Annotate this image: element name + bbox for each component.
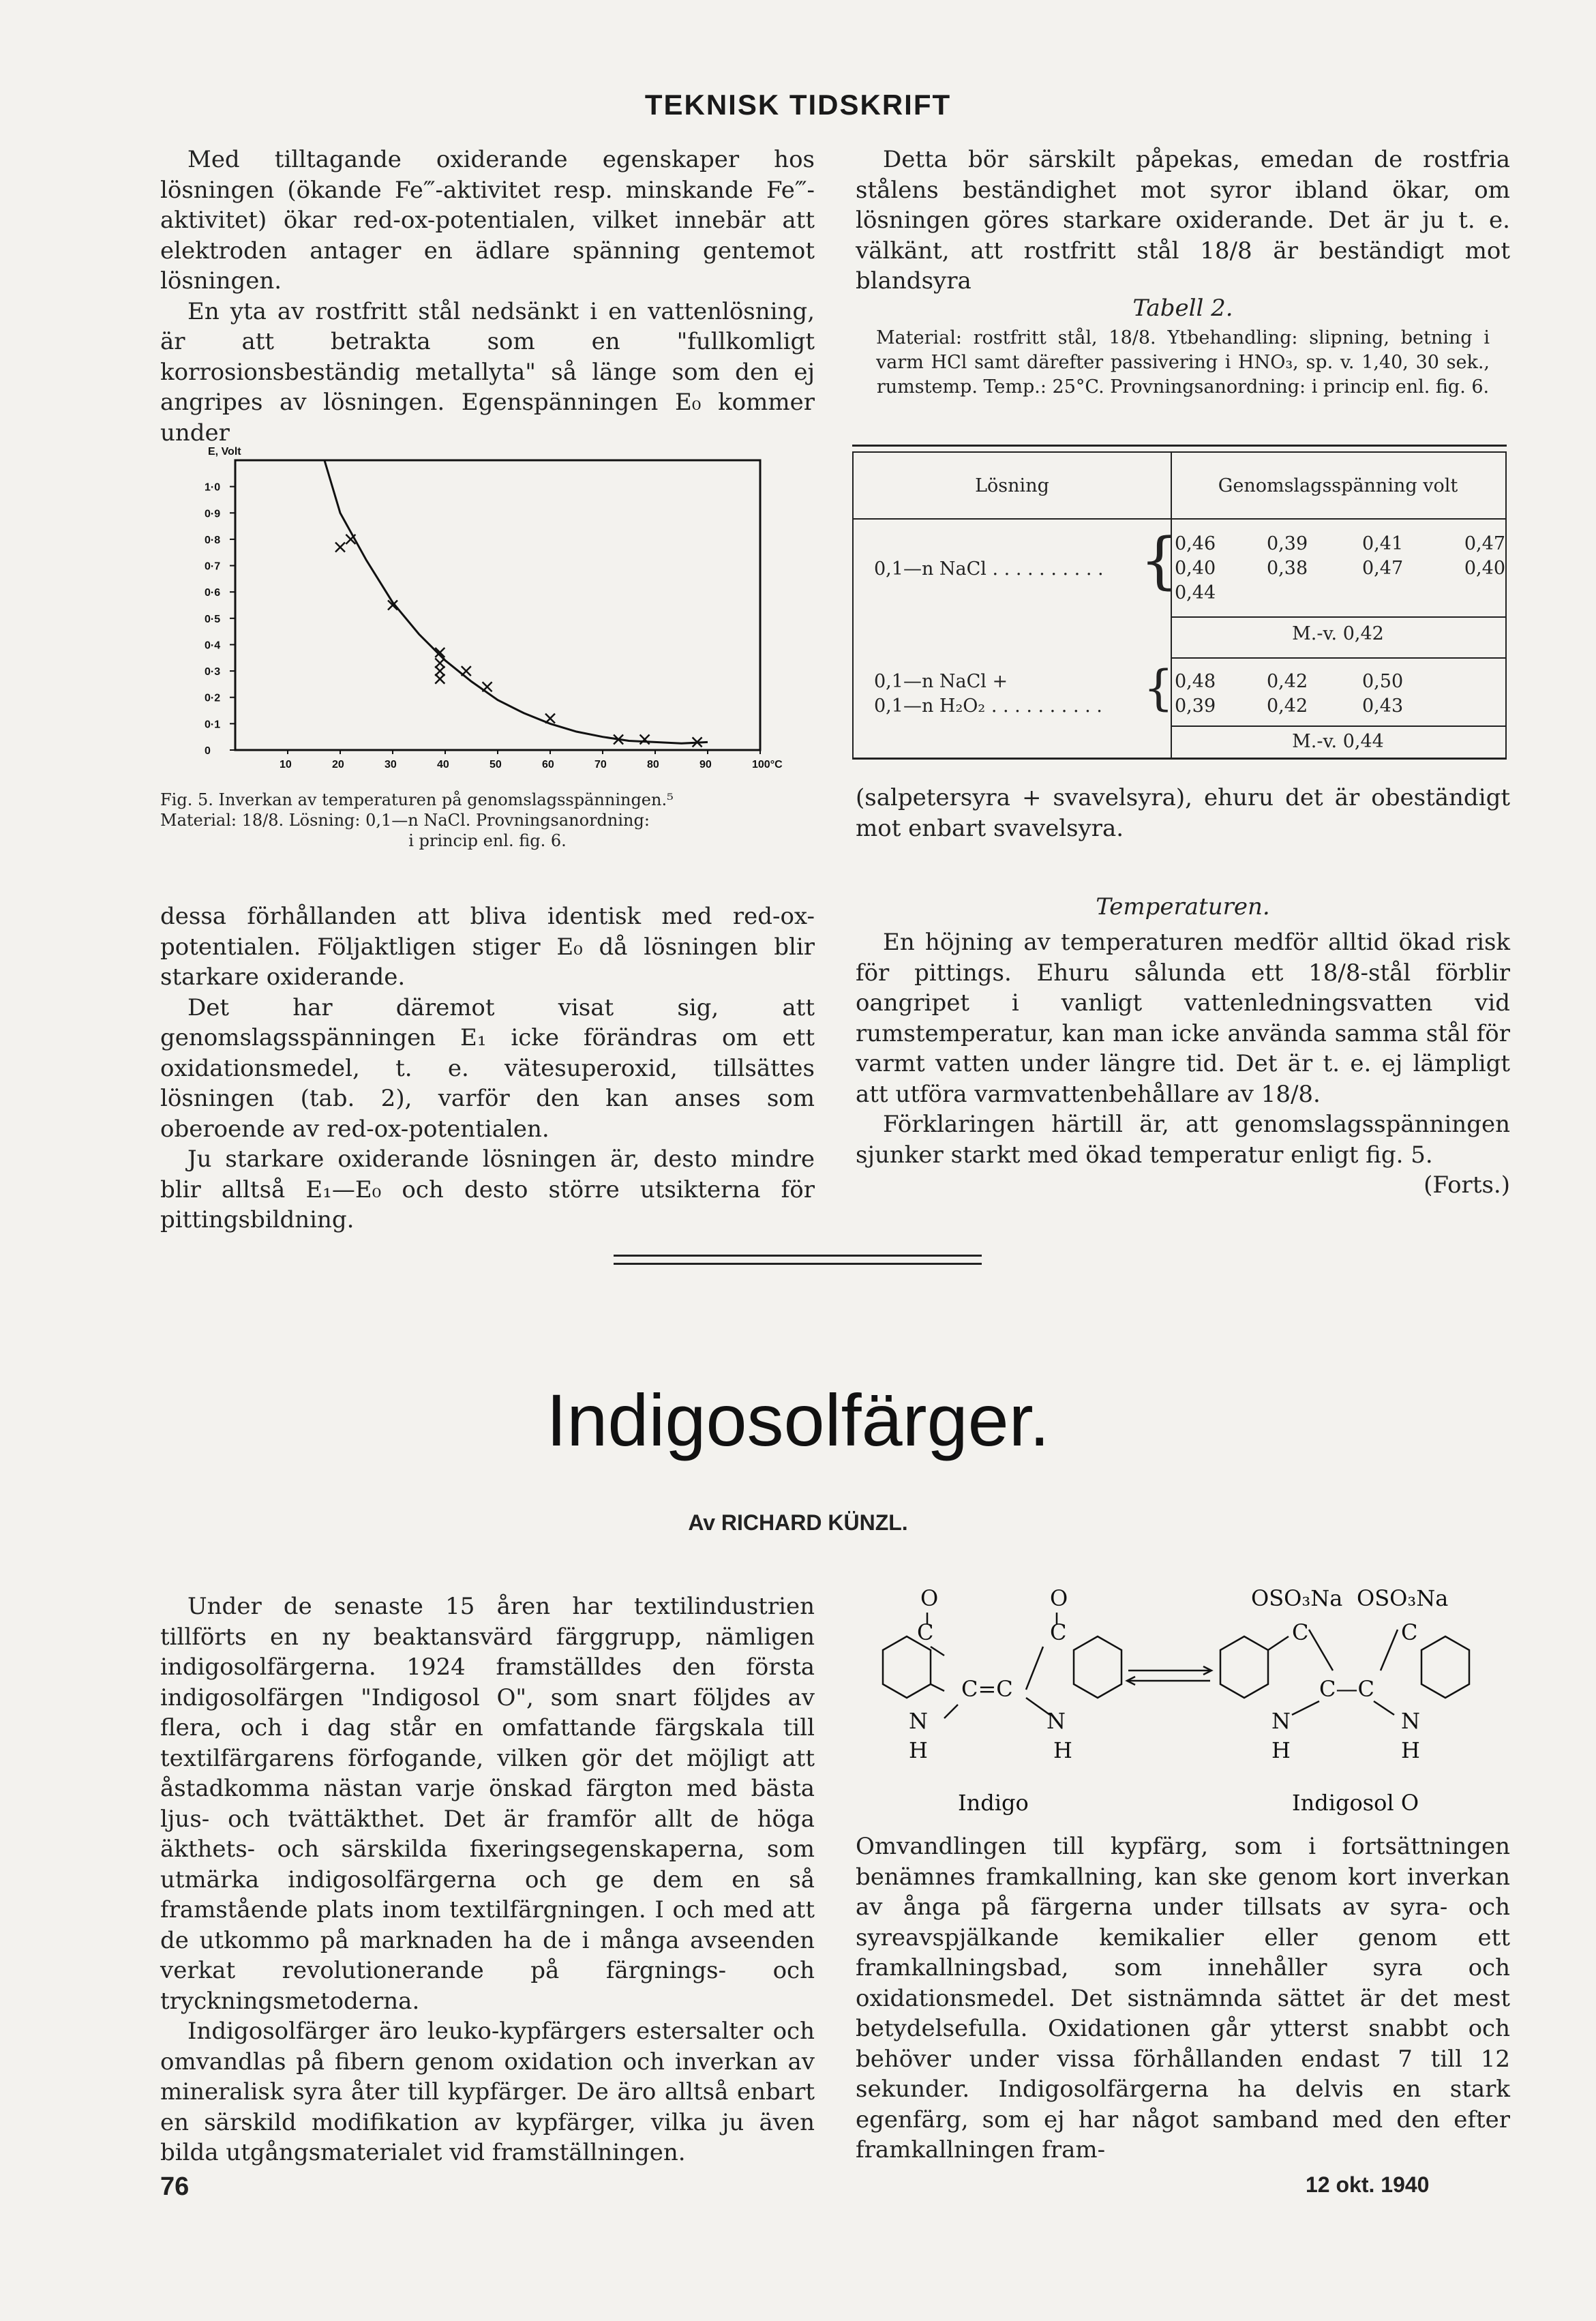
atom-label: N (1047, 1708, 1066, 1734)
bond (1381, 1630, 1398, 1671)
benzene-ring (1421, 1636, 1469, 1698)
article-right-column (856, 1831, 1510, 2166)
atom-label: H (909, 1737, 928, 1763)
table-header-genomslag: Genomslagsspänning volt (1218, 475, 1458, 496)
table-cell: 0,39 (1175, 695, 1216, 717)
table-row-label: 0,1—n H₂O₂ . . . . . . . . . . (874, 695, 1102, 717)
data-point (335, 543, 345, 552)
y-tick-label: 0·1 (205, 719, 221, 731)
table-cell: 0,47 (1464, 533, 1505, 554)
bond (1268, 1636, 1289, 1650)
benzene-ring (1220, 1636, 1268, 1698)
figure-5-chart (157, 430, 811, 777)
x-tick-label: 20 (332, 759, 344, 770)
bond (1292, 1701, 1319, 1715)
table-row-label: 0,1—n NaCl + (874, 671, 1008, 692)
paragraph: dessa förhållanden att bliva identisk med red-ox-potentialen. Följaktligen stiger E₀ då lösningen blir starkare oxiderande. (160, 903, 815, 991)
right-column-top (856, 145, 1510, 297)
x-tick-label: 70 (594, 759, 607, 770)
x-tick-label: 50 (490, 759, 502, 770)
table-row (1171, 533, 1505, 558)
table-cell: 0,46 (1175, 533, 1216, 554)
table-mean: M.-v. 0,44 (1292, 731, 1384, 752)
masthead: TEKNISK TIDSKRIFT (644, 89, 952, 121)
table-row (1171, 671, 1505, 695)
brace: { (1140, 525, 1179, 597)
table-header-cell (854, 453, 1172, 520)
table-row-values (1171, 671, 1505, 720)
table-meta-text: Material: rostfritt stål, 18/8. Ytbehandling: slipning, betning i varm HCl samt därefter passivering i HNO₃, sp. v. 1,40, 30 sek., rumstemp. Temp.: 25°C. Provningsanordning: i princip enl. fig. 6. (876, 327, 1490, 398)
atom-label: C (917, 1619, 934, 1645)
x-tick-label: 30 (385, 759, 397, 770)
y-tick-label: 0·4 (205, 640, 221, 652)
issue-date: 12 okt. 1940 (1306, 2172, 1430, 2197)
y-tick-label: 0·2 (205, 692, 221, 704)
atom-label: O (1050, 1585, 1068, 1611)
table-cell: 0,44 (1175, 582, 1216, 603)
benzene-ring (1074, 1636, 1121, 1698)
paragraph: Indigosolfärger äro leuko-kypfärgers estersalter och omvandlas på fibern genom oxidation och inverkan av mineralisk syra åter till kypfärger. De äro alltså enbart en särskild modifikation av kypfärger, vilka ju även bilda utgångsmaterialet vid framställningen. (160, 2018, 815, 2166)
paragraph: En höjning av temperaturen medför alltid ökad risk för pittings. Ehuru sålunda ett 18/8-stål förblir oangripet i vanligt vattenledningsvatten vid rumstemperatur, kan man icke använda samma stål för varmt vatten under längre tid. Det är t. e. ej lämpligt att utföra varmvattenbehållare av 18/8. (856, 929, 1510, 1108)
x-tick-label: 100°C (752, 759, 783, 770)
separator-rule (614, 1263, 982, 1265)
table-cell: 0,41 (1362, 533, 1404, 554)
section-heading: Temperaturen. (1096, 893, 1270, 920)
paragraph: Förklaringen härtill är, att genomslagsspänningen sjunker starkt med ökad temperatur enligt fig. 5. (856, 1111, 1510, 1169)
y-tick-label: 0·3 (205, 666, 221, 678)
atom-label: C=C (961, 1676, 1013, 1702)
x-tick-label: 60 (542, 759, 554, 770)
compound-label-indigosol: Indigosol O (1292, 1790, 1419, 1816)
paragraph: Med tilltagande oxiderande egenskaper hos lösningen (ökande Fe‴-aktivitet resp. minskande Fe‴-aktivitet) ökar red-ox-potentialen, vilket innebär att elektroden antager en ädlare spänning gentemot lösningen. (160, 146, 815, 295)
y-axis-label: E, Volt (208, 446, 241, 458)
data-point (435, 659, 445, 668)
table-header-losning: Lösning (975, 475, 1049, 496)
atom-label: N (1271, 1708, 1291, 1734)
caption-line: Material: 18/8. Lösning: 0,1—n NaCl. Provningsanordning: (160, 811, 650, 830)
x-tick-label: 90 (699, 759, 712, 770)
atom-label: C—C (1319, 1676, 1374, 1702)
atom-label: H (1271, 1737, 1291, 1763)
atom-label: N (909, 1708, 928, 1734)
atom-label: OSO₃Na (1357, 1585, 1449, 1611)
bond (1026, 1647, 1043, 1690)
x-tick-label: 80 (647, 759, 659, 770)
paragraph: En yta av rostfritt stål nedsänkt i en vattenlösning, är att betrakta som en "fullkomligt korrosionsbeständig metallyta" så länge som den ej angripes av lösningen. Egenspänningen E₀ kommer under (160, 297, 815, 447)
atom-label: O (920, 1585, 939, 1611)
table-row-values (1171, 533, 1505, 607)
page-number: 76 (160, 2172, 190, 2201)
paragraph: (salpetersyra + svavelsyra), ehuru det är obeständigt mot enbart svavelsyra. (856, 784, 1510, 842)
y-tick-label: 0 (205, 745, 211, 757)
table-cell: 0,47 (1362, 558, 1404, 579)
table-cell: 0,42 (1267, 695, 1308, 717)
caption-line: i princip enl. fig. 6. (408, 831, 567, 850)
fit-curve (325, 460, 708, 743)
table-cell: 0,42 (1267, 671, 1308, 692)
table-row (1171, 558, 1505, 582)
data-point (483, 682, 492, 691)
right-column-after-table (856, 783, 1510, 843)
data-point (462, 666, 471, 676)
table-meta (876, 326, 1490, 400)
y-tick-label: 0·5 (205, 613, 221, 625)
atom-label: C (1401, 1619, 1418, 1645)
table-cell: 0,43 (1362, 695, 1404, 717)
y-tick-label: 0·7 (205, 560, 221, 573)
bond (1309, 1630, 1333, 1671)
article-title: Indigosolfärger. (546, 1379, 1050, 1461)
atom-label: C (1050, 1619, 1067, 1645)
bond (1374, 1701, 1394, 1715)
table-divider (1171, 518, 1172, 760)
left-column-top (160, 145, 815, 448)
table-cell: 0,50 (1362, 671, 1404, 692)
right-column-temperature (856, 927, 1510, 1201)
separator-rule (614, 1255, 982, 1257)
table-row-label: 0,1—n NaCl . . . . . . . . . . (874, 558, 1104, 580)
y-tick-label: 0·6 (205, 587, 221, 599)
paragraph: Under de senaste 15 åren har textilindustrien tillförts en ny beaktansvärd färggrupp, nämligen indigosolfärgerna. 1924 framställdes den första indigosolfärgen "Indigosol O", som snart följdes av flera, och i dag står en omfattande färgskala till textilfärgarens förfogande, vilken gör det möjligt att åstadkomma nästan varje önskad färgton med bästa ljus- och tvättäkthet. Det är framför allt de höga äkthets- och särskilda fixeringsegenskaperna, som utmärka indigosolfärgerna och ge dem en så framstående plats inom textilfärgningen. I och med att de utkommo på marknaden ha de i många avseenden verkat revolutionerande på färgnings- och tryckningsmetoderna. (160, 1593, 815, 2015)
table-cell: 0,40 (1175, 558, 1216, 579)
atom-label: N (1401, 1708, 1420, 1734)
table-mean: M.-v. 0,42 (1292, 623, 1384, 644)
x-tick-label: 40 (437, 759, 449, 770)
table-cell: 0,48 (1175, 671, 1216, 692)
table-cell: 0,40 (1464, 558, 1505, 579)
article-left-column (160, 1591, 815, 2168)
caption-line: Fig. 5. Inverkan av temperaturen på genomslagsspänningen.⁵ (160, 790, 674, 809)
chemical-structure (856, 1575, 1510, 1827)
table-row (1171, 582, 1505, 607)
y-tick-label: 1·0 (205, 481, 221, 494)
table-rule (1171, 725, 1505, 727)
paragraph: Omvandlingen till kypfärg, som i fortsättningen benämnes framkallning, kan ske genom kort inverkan av ånga på färgerna under tillsats av syra- och syreavspjälkande kemikalier eller genom ett framkallningsbad, som innehåller syra och oxidationsmedel. Det sistnämnda sättet är det mest betydelsefulla. Oxidationen går ytterst snabbt och behöver under vissa förhållanden endast 7 till 12 sekunder. Indigosolfärgerna ha delvis en stark egenfärg, som ej har något samband med den efter framkallningen fram- (856, 1833, 1510, 2163)
table-rule (1171, 616, 1505, 618)
paragraph: Ju starkare oxiderande lösningen är, desto mindre blir alltså E₁—E₀ och desto större utsikterna för pittingsbildning. (160, 1145, 815, 1233)
data-point (435, 674, 445, 684)
forts: (Forts.) (1424, 1171, 1510, 1199)
benzene-ring (883, 1636, 931, 1698)
article-byline: Av RICHARD KÜNZL. (688, 1510, 908, 1535)
brace: { (1143, 660, 1174, 716)
atom-label: H (1053, 1737, 1072, 1763)
atom-label: OSO₃Na (1251, 1585, 1343, 1611)
paragraph: Det har däremot visat sig, att genomslagsspänningen E₁ icke förändras om ett oxidationsmedel, t. e. vätesuperoxid, tillsättes lösningen (tab. 2), varför den kan anses som oberoende av red-ox-potentialen. (160, 993, 815, 1143)
data-point (640, 735, 650, 745)
table-row (1171, 695, 1505, 720)
table-top-rule (852, 445, 1507, 447)
bond (931, 1684, 944, 1691)
plot-frame (235, 460, 760, 750)
table-2 (852, 453, 1507, 760)
data-point (545, 714, 555, 723)
table-rule (1171, 657, 1505, 659)
left-column-middle (160, 901, 815, 1236)
y-tick-label: 0·9 (205, 508, 221, 520)
table-cell: 0,38 (1267, 558, 1308, 579)
bond (1026, 1698, 1050, 1715)
bond (944, 1705, 958, 1718)
y-tick-label: 0·8 (205, 534, 221, 546)
compound-label-indigo: Indigo (958, 1790, 1029, 1816)
table-title: Tabell 2. (1132, 295, 1233, 322)
paragraph: Detta bör särskilt påpekas, emedan de rostfria stålens beständighet mot syror ibland ökar, om lösningen göres starkare oxiderande. Det är ju t. e. välkänt, att rostfritt stål 18/8 är beständigt mot blandsyra (856, 146, 1510, 295)
x-tick-label: 10 (280, 759, 292, 770)
figure-caption (160, 790, 815, 851)
data-point (435, 666, 445, 676)
bond (931, 1647, 944, 1656)
atom-label: H (1401, 1737, 1420, 1763)
table-header-cell (1171, 453, 1505, 520)
atom-label: C (1292, 1619, 1309, 1645)
table-cell: 0,39 (1267, 533, 1308, 554)
